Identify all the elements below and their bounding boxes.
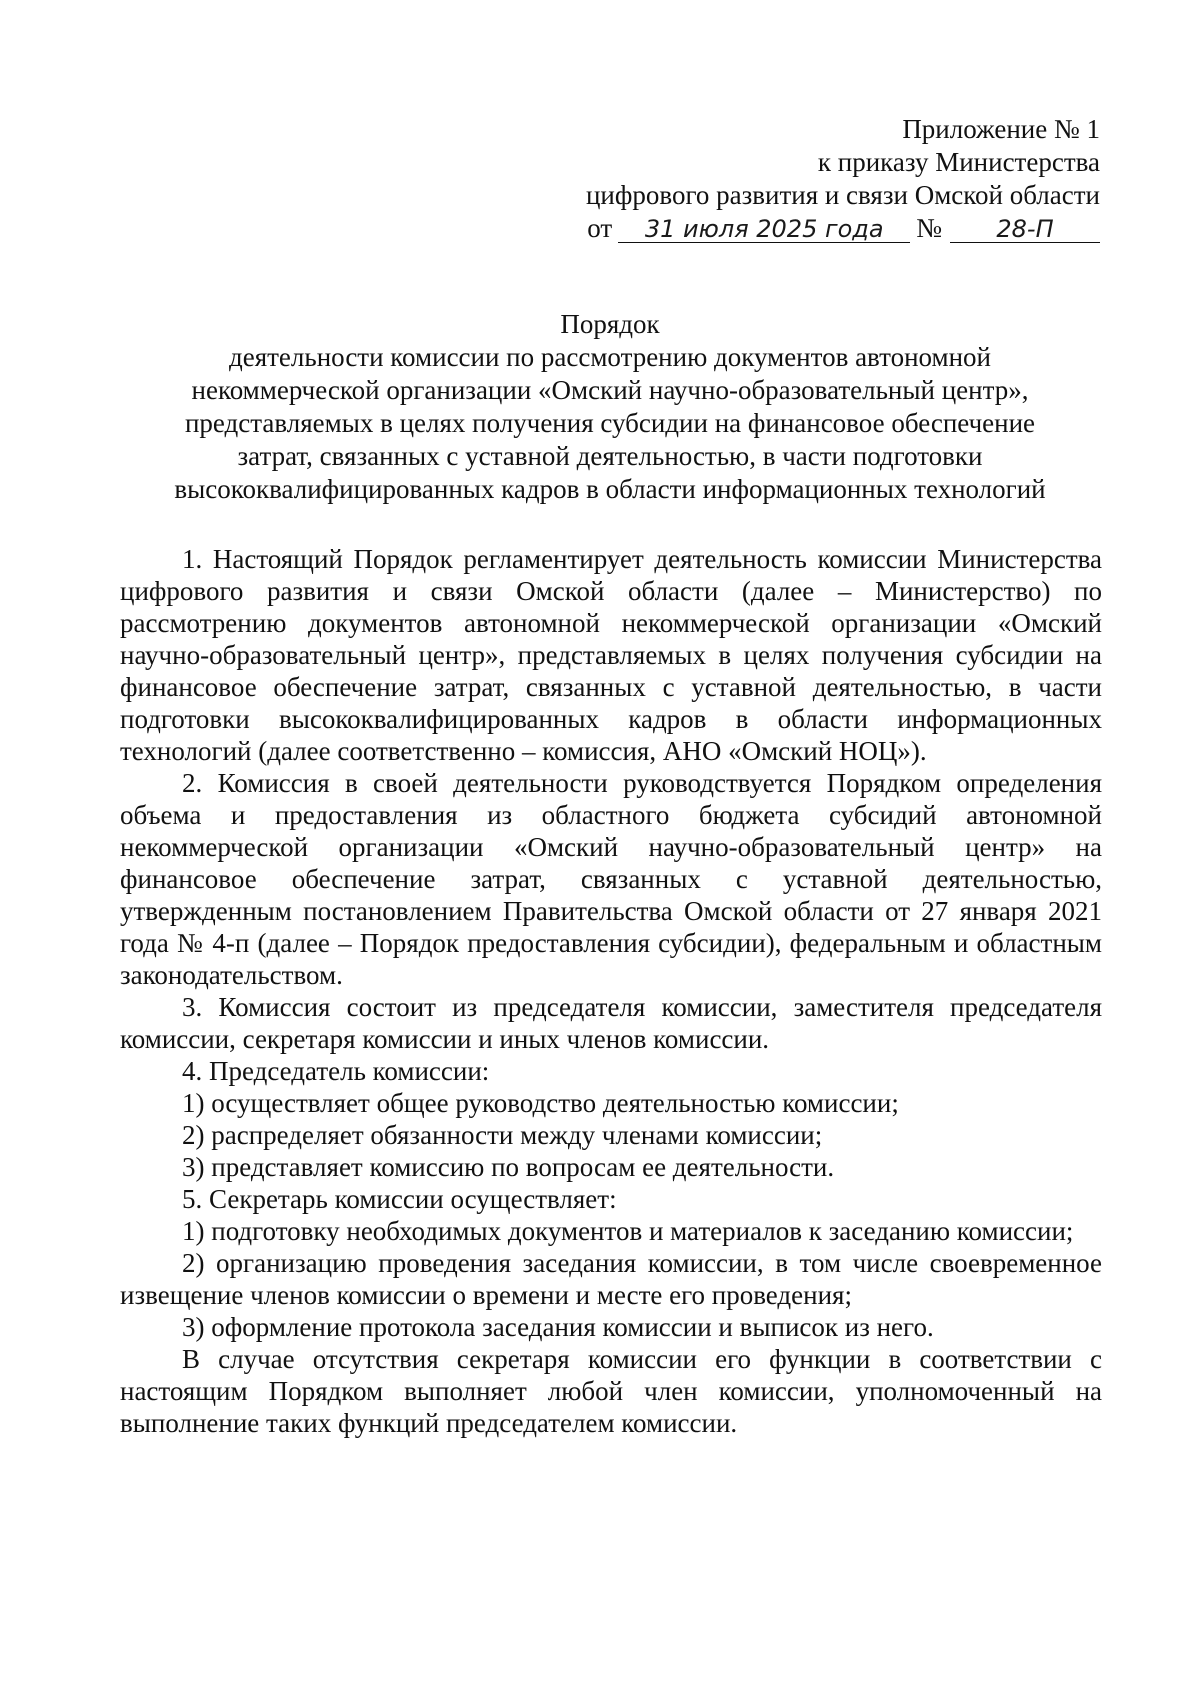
appendix-order-ref: к приказу Министерства <box>817 147 1100 177</box>
paragraph-6: В случае отсутствия секретаря комиссии его функции в соответствии с настоящим Порядком выполняет любой член комиссии, уполномоченный на выполнение таких функций председателем комиссии. <box>120 1344 1102 1438</box>
document-body <box>120 543 1102 1439</box>
list-item: 1) подготовку необходимых документов и материалов к заседанию комиссии; <box>182 1216 1074 1246</box>
appendix-header <box>500 113 1100 245</box>
paragraph-5: 5. Секретарь комиссии осуществляет: <box>182 1184 617 1214</box>
list-item: 2) организацию проведения заседания комиссии, в том числе своевременное извещение членов комиссии о времени и месте его проведения; <box>120 1248 1102 1310</box>
appendix-ministry: цифрового развития и связи Омской области <box>585 180 1100 210</box>
date-prefix: от <box>587 213 613 243</box>
handwritten-number: 28-П <box>950 216 1100 243</box>
appendix-number: Приложение № 1 <box>902 114 1100 144</box>
list-item: 3) оформление протокола заседания комиссии и выписок из него. <box>182 1312 934 1342</box>
paragraph-1: 1. Настоящий Порядок регламентирует деятельность комиссии Министерства цифрового развития и связи Омской области (далее – Министерство) по рассмотрению документов автономной некоммерческой организации «Омский научно-образовательный центр», представляемых в целях получения субсидии на финансовое обеспечение затрат, связанных с уставной деятельностью, в части подготовки высококвалифицированных кадров в области информационных технологий (далее соответственно – комиссия, АНО «Омский НОЦ»). <box>120 544 1102 766</box>
title-line: представляемых в целях получения субсидии на финансовое обеспечение <box>184 408 1036 438</box>
paragraph-2: 2. Комиссия в своей деятельности руководствуется Порядком определения объема и предоставления из областного бюджета субсидий автономной некоммерческой организации «Омский научно-образовательный центр» на финансовое обеспечение затрат, связанных с уставной деятельностью, утвержденным постановлением Правительства Омской области от 27 января 2021 года № 4-п (далее – Порядок предоставления субсидии), федеральным и областным законодательством. <box>120 768 1102 990</box>
number-prefix: № <box>916 213 942 243</box>
paragraph-3: 3. Комиссия состоит из председателя комиссии, заместителя председателя комиссии, секретаря комиссии и иных членов комиссии. <box>120 992 1102 1054</box>
paragraph-4: 4. Председатель комиссии: <box>182 1056 490 1086</box>
title-line: высококвалифицированных кадров в области информационных технологий <box>174 474 1046 504</box>
list-item: 1) осуществляет общее руководство деятельностью комиссии; <box>182 1088 899 1118</box>
list-item: 2) распределяет обязанности между членами комиссии; <box>182 1120 823 1150</box>
title-line: затрат, связанных с уставной деятельностью, в части подготовки <box>237 441 983 471</box>
handwritten-date: 31 июля 2025 года <box>618 216 910 243</box>
title-line: некоммерческой организации «Омский научно-образовательный центр», <box>191 375 1029 405</box>
appendix-date-line <box>500 212 1100 245</box>
document-title <box>120 308 1100 506</box>
list-item: 3) представляет комиссию по вопросам ее деятельности. <box>182 1152 835 1182</box>
title-heading: Порядок <box>560 309 660 339</box>
title-line: деятельности комиссии по рассмотрению документов автономной <box>228 342 991 372</box>
